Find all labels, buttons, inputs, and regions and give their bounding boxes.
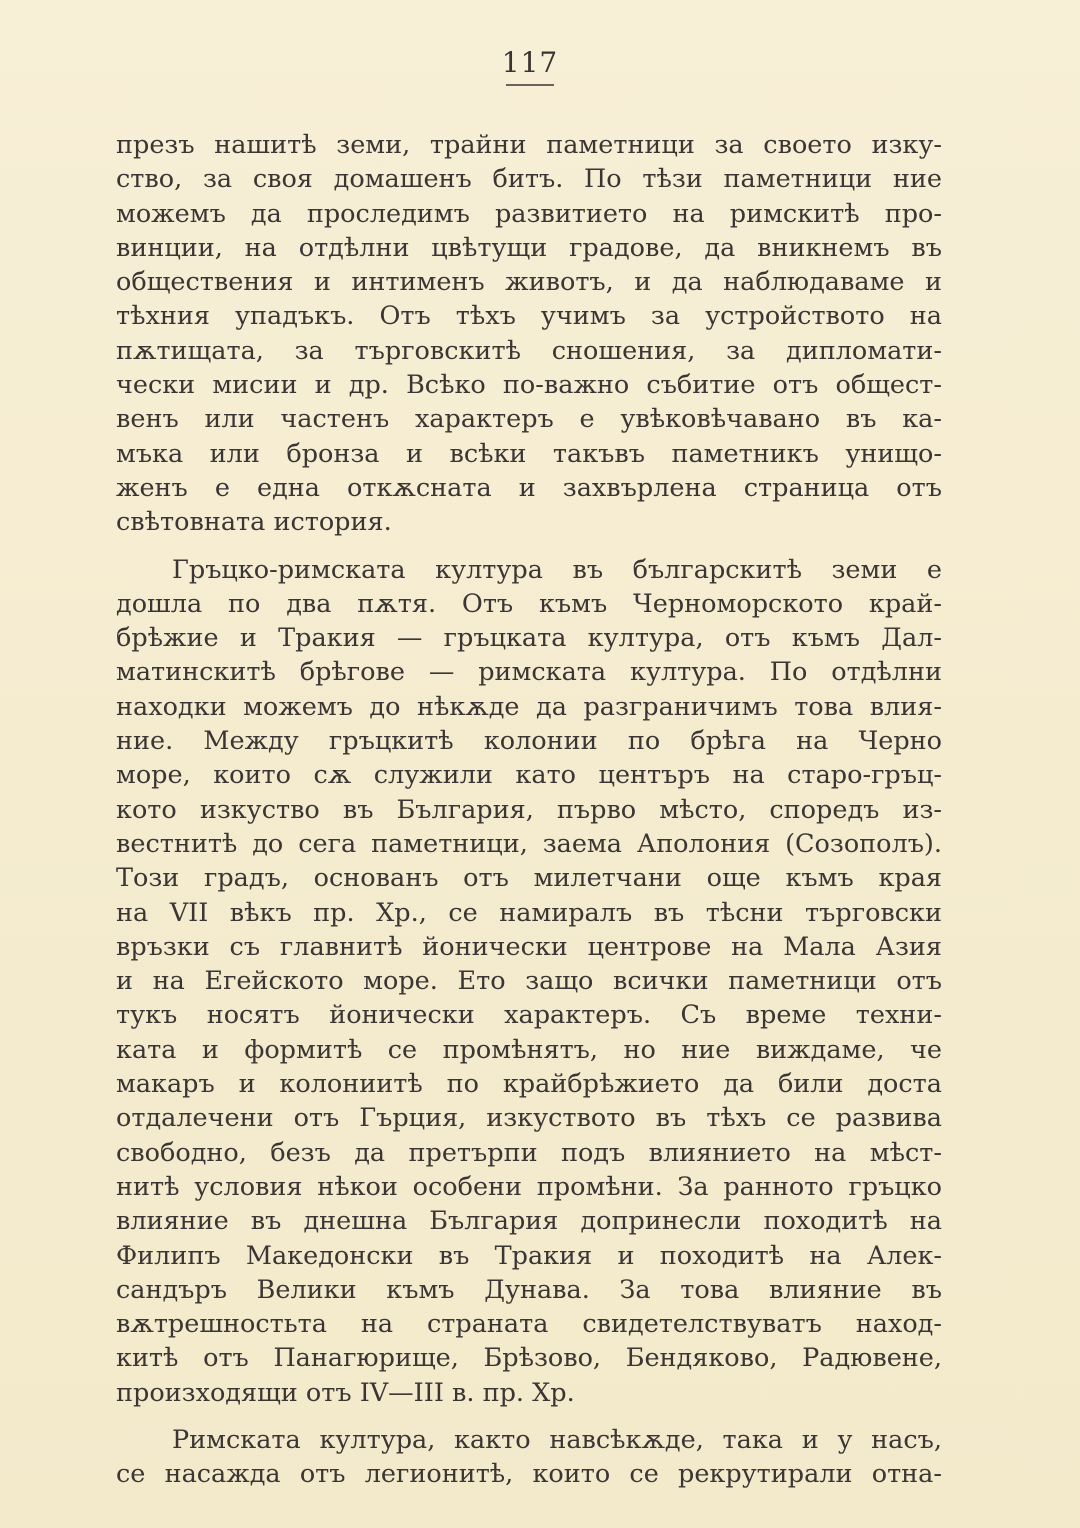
text-line: находки можемъ до нѣкѫде да разграничимъ това влия-: [116, 691, 942, 722]
text-line: пѫтищата, за търговскитѣ сношения, за дипломати-: [116, 335, 942, 366]
text-line: винции, на отдѣлни цвѣтущи градове, да вникнемъ въ: [116, 232, 942, 263]
text-line: ние. Между гръцкитѣ колонии по брѣга на Черно: [116, 726, 942, 757]
paragraph-2: [116, 553, 942, 1410]
text-line: мъка или бронза и всѣки такъвъ паметникъ унищо-: [116, 438, 942, 469]
text-line: венъ или частенъ характеръ е увѣковѣчавано въ ка-: [116, 404, 942, 435]
text-line: сандъръ Велики къмъ Дунава. За това влияние въ: [116, 1274, 942, 1305]
text-line: и на Егейското море. Ето защо всички паметници отъ: [116, 966, 942, 997]
text-line: произходящи отъ IV—III в. пр. Хр.: [116, 1377, 575, 1408]
page-number: 117: [501, 46, 559, 79]
text-line: чески мисии и др. Всѣко по-важно събитие отъ общест-: [116, 370, 942, 401]
text-line: нитѣ условия нѣкои особени промѣни. За ранното гръцко: [116, 1171, 942, 1202]
text-line: влияние въ днешна България допринесли походитѣ на: [116, 1206, 942, 1237]
text-line: Този градъ, основанъ отъ милетчани още къмъ края: [116, 863, 942, 894]
text-line: китѣ отъ Панагюрище, Брѣзово, Бендяково, Радювене,: [116, 1343, 942, 1374]
text-line: отдалечени отъ Гърция, изкуството въ тѣхъ се развива: [116, 1103, 942, 1134]
text-line: ство, за своя домашенъ битъ. По тѣзи паметници ние: [116, 164, 942, 195]
text-line: вестнитѣ до сега паметници, заема Аполония (Созополъ).: [116, 828, 942, 859]
text-line: презъ нашитѣ земи, трайни паметници за своето изку-: [116, 130, 942, 160]
text-line: матинскитѣ брѣгове — римската култура. По отдѣлни: [116, 657, 942, 688]
text-line: Филипъ Македонски въ Тракия и походитѣ на Алек-: [116, 1240, 942, 1271]
text-line: кото изкуство въ България, първо мѣсто, споредъ из-: [116, 794, 942, 825]
text-line: дошла по два пѫтя. Отъ къмъ Черноморското край-: [116, 588, 942, 619]
text-line: тѣхния упадъкъ. Отъ тѣхъ учимъ за устройството на: [116, 301, 942, 332]
text-line: макаръ и колониитѣ по крайбрѣжието да били доста: [116, 1069, 942, 1100]
text-line: Римската култура, както навсѣкѫде, така и у насъ,: [172, 1424, 942, 1455]
text-line: можемъ да проследимъ развитието на римскитѣ про-: [116, 198, 942, 229]
text-line: вѫтрешностьта на страната свидетелствуватъ наход-: [116, 1309, 942, 1340]
text-line: море, които сѫ служили като центъръ на старо-гръц-: [116, 760, 942, 791]
text-line: Гръцко-римската култура въ българскитѣ земи е: [172, 554, 942, 585]
text-line: ката и формитѣ се промѣнятъ, но ние виждаме, че: [116, 1034, 942, 1065]
text-line: на VII вѣкъ пр. Хр., се намиралъ въ тѣсни търговски: [116, 897, 942, 928]
text-line: свободно, безъ да претърпи подъ влиянието на мѣст-: [116, 1137, 942, 1168]
text-line: обществения и интименъ животъ, и да наблюдаваме и: [116, 267, 942, 298]
paragraph-1: [116, 128, 942, 540]
text-line: брѣжие и Тракия — гръцката култура, отъ къмъ Дал-: [116, 623, 942, 654]
page-number-underline: [506, 84, 554, 86]
text-line: свѣтовната история.: [116, 507, 392, 538]
text-line: се насажда отъ легионитѣ, които се рекрутирали отна-: [116, 1459, 942, 1490]
text-line: женъ е една откѫсната и захвърлена страница отъ: [116, 472, 942, 503]
body-text: [116, 128, 942, 1492]
paragraph-3: [116, 1423, 942, 1492]
text-line: връзки съ главнитѣ йонически центрове на Мала Азия: [116, 931, 942, 962]
text-line: тукъ носятъ йонически характеръ. Съ време техни-: [116, 1000, 942, 1031]
